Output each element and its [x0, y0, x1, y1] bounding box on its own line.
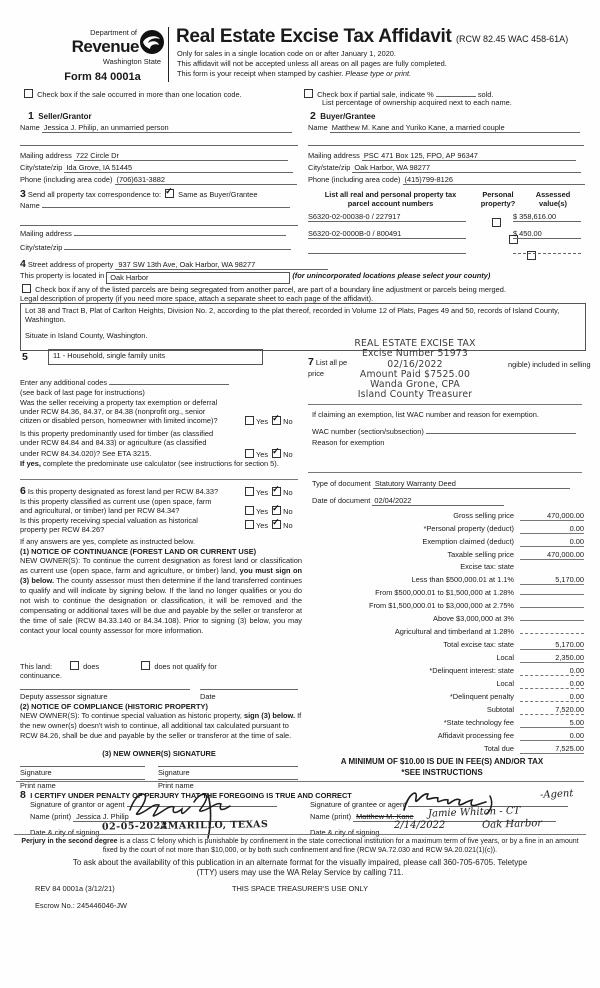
tax-label: Local	[496, 679, 514, 688]
notice2-body: NEW OWNER(S): To continue special valuation as historic property, sign (3) below. If the new owner(s) doesn't wish to continue, all additional tax calculated pursuant to RCW 84.26, shall be due and payable by the seller or transferor at the time of sale.	[20, 711, 302, 741]
form-subtitle-1: Only for sales in a single location code on or after January 1, 2020.	[177, 49, 396, 58]
seller-mailing-row: Mailing address 722 Circle Dr	[20, 151, 288, 161]
exemption-divider	[308, 404, 582, 405]
exemption-reason-label: Reason for exemption	[312, 438, 385, 447]
tax-value-field[interactable]	[520, 633, 584, 634]
s6-q2-no-checkbox[interactable]	[272, 506, 281, 515]
escrow-number: Escrow No.: 245446046-JW	[35, 901, 128, 910]
tax-label: Above $3,000,000 at 3%	[433, 614, 514, 623]
seller-name-row: Name Jessica J. Philip, an unmarried person	[20, 123, 292, 133]
this-land-row	[20, 661, 217, 671]
s6-q3-line2: property per RCW 84.26?	[20, 525, 105, 534]
grantee-name-typed: Matthew M. Kane	[356, 812, 414, 821]
tax-label: *State technology fee	[443, 718, 514, 727]
correspondence-name-row: Name	[20, 201, 290, 210]
s6-q2-yes-checkbox[interactable]	[245, 506, 254, 515]
washington-state-label: Washington State	[102, 57, 161, 67]
grantor-city-handwriting: AMARILLO, TEXAS	[159, 819, 269, 832]
tax-label: Subtotal	[486, 705, 514, 714]
s6-q2-line1: Is this property classified as current use (open space, farm	[20, 497, 212, 506]
tax-label: Local	[496, 653, 514, 662]
assessed-value-col-header: Assessed value(s)	[535, 190, 571, 209]
tax-value-field[interactable]: 0.00	[520, 524, 584, 534]
print-name-label: Print name	[20, 781, 56, 790]
seller-mailing-field[interactable]: 722 Circle Dr	[74, 151, 288, 161]
same-as-buyer-label: Same as Buyer/Grantee	[178, 190, 258, 199]
stamp-treasurer-name: Wanda Grone, CPA	[370, 379, 460, 391]
minimum-due-notice: A MINIMUM OF $10.00 IS DUE IN FEE(S) AND/OR TAX	[340, 757, 544, 766]
form-subtitle-2: This affidavit will not be accepted unless all areas on all pages are fully completed.	[177, 59, 447, 68]
doc-type-field[interactable]: Statutory Warranty Deed	[373, 479, 570, 489]
buyer-phone-field[interactable]: (415)799-8126	[403, 175, 585, 185]
tax-value-field[interactable]	[520, 620, 584, 621]
wac-number-row	[312, 427, 576, 436]
s6-q1-yes-checkbox[interactable]	[245, 487, 254, 496]
stamp-date: 02/16/2022	[387, 358, 443, 370]
signature-label: Signature	[20, 768, 52, 777]
tax-label: Total excise tax: state	[443, 640, 514, 649]
legal-description-label: Legal description of property (if you need more space, attach a separate sheet to each page of the affidavit).	[20, 294, 374, 303]
buyer-phone-row: Phone (including area code) (415)799-8126	[308, 175, 585, 185]
correspondence-mailing-field[interactable]	[74, 235, 286, 236]
multi-location-checkbox[interactable]	[24, 89, 33, 98]
doc-type-label: Type of document	[312, 479, 371, 488]
deputy-date-label: Date	[200, 692, 216, 701]
section3-header	[20, 188, 257, 201]
form-title-block	[176, 26, 596, 48]
stamp-excise-number: Excise Number 51973	[361, 348, 469, 360]
s6-q1-no-checkbox[interactable]	[272, 487, 281, 496]
correspondence-name-extra-field[interactable]	[20, 216, 298, 226]
additional-codes-field[interactable]	[109, 384, 229, 385]
doc-date-field[interactable]: 02/04/2022	[372, 496, 504, 506]
s6-note: If any answers are yes, complete as instructed below.	[20, 537, 195, 546]
tax-label: Agricultural and timberland at 1.28%	[394, 627, 514, 636]
tax-label: Total due	[484, 744, 514, 753]
continuance-label: continuance.	[20, 671, 62, 680]
tax-value-field[interactable]	[520, 607, 584, 608]
grantee-date-label: Date & city of signing	[310, 828, 380, 837]
parcel-row	[308, 212, 466, 222]
dor-swirl-icon	[139, 29, 165, 55]
section7-number: 7	[308, 356, 314, 368]
does-not-qualify-checkbox[interactable]	[141, 661, 150, 670]
s5-q2-line2: under RCW 84.84 and 84.33) or agriculture (as classified	[20, 438, 207, 447]
new-owner-signature-field[interactable]	[158, 765, 298, 767]
grantee-city-handwriting: Oak Harbor	[481, 817, 543, 832]
partial-sale-sold-label: sold.	[477, 90, 494, 99]
located-in-note: (for unincorporated locations please select your county)	[292, 271, 491, 280]
this-land-label: This land:	[20, 662, 53, 671]
s7-text-fragment: List all pe	[315, 358, 348, 367]
stamp-treasurer-title: Island County Treasurer	[357, 389, 473, 401]
multi-location-check-row	[22, 89, 242, 99]
grantor-name-field[interactable]: Jessica J. Philip	[73, 812, 246, 822]
new-owner-printname-field[interactable]	[158, 778, 298, 780]
section3-number: 3	[20, 188, 26, 200]
notice2-title: (2) NOTICE OF COMPLIANCE (HISTORIC PROPERTY)	[20, 702, 208, 711]
s5-q1-no-checkbox[interactable]	[272, 416, 281, 425]
dept-of-label: Department of	[90, 28, 137, 37]
s6-q3-yesno: Yes ✓ No	[243, 520, 293, 530]
certify-statement: I CERTIFY UNDER PENALTY OF PERJURY THAT THE FOREGOING IS TRUE AND CORRECT	[30, 791, 352, 800]
notice1-title: (1) NOTICE OF CONTINUANCE (FOREST LAND OR CURRENT USE)	[20, 547, 257, 556]
form-revision: REV 84 0001a (3/12/21)	[35, 884, 115, 893]
parcel-number-field[interactable]	[308, 245, 466, 254]
section2-number: 2	[310, 110, 316, 122]
accessibility-notice-1: To ask about the availability of this publication in an alternate format for the visually impaired, please call 360-705-6705. Teletype	[72, 858, 528, 867]
tax-value-field[interactable]: 0.00	[520, 692, 584, 702]
buyer-name-extra-field[interactable]	[308, 136, 584, 146]
notice1-body: NEW OWNER(S): To continue the current designation as forest land or classification as current use (open space, farm and agriculture, or timber) land, you must sign on (3) below. The county assessor must then determine if the land transferred continues to qualify and will indicate by signing below. If the land no longer qualifies or you do not wish to continue the designation or classification, it will be removed and the compensating or additional taxes will be due and payable by the seller or transferor at the time of sale (RCW 84.33.140 or 84.34.108). Prior to signing (3) below, you may contact your local county assessor for more information.	[20, 556, 302, 636]
form-number: Form 84 0001a	[64, 70, 141, 83]
s6-q3-yes-checkbox[interactable]	[245, 520, 254, 529]
section3-label: Send all property tax correspondence to:	[27, 190, 162, 199]
header-divider	[168, 27, 169, 82]
tax-value-field[interactable]: 5,170.00	[520, 575, 584, 585]
tax-value-field[interactable]	[520, 594, 584, 595]
section7-row	[308, 356, 347, 369]
multi-location-label: Check box if the sale occurred in more than one location code.	[37, 90, 242, 99]
section1-number: 1	[28, 110, 34, 122]
seller-phone-field[interactable]: (706)631-3882	[115, 175, 297, 185]
partial-sale-checkbox[interactable]	[304, 89, 313, 98]
s5-q1-line3: citizen or disabled person, homeowner with limited income)?	[20, 416, 218, 425]
parcel-number-field[interactable]: S6320-02-00038-0 / 227917	[308, 212, 466, 222]
s5-q2-no-checkbox[interactable]	[272, 449, 281, 458]
parcel-col-header: List all real and personal property tax parcel account numbers	[324, 190, 457, 209]
correspondence-city-row: City/state/zip	[20, 243, 291, 252]
parcel-number-field[interactable]: S6320-02-0000B-0 / 800491	[308, 229, 466, 239]
partial-sale-label: Check box if partial sale, indicate %	[317, 90, 434, 99]
tax-label: Exemption claimed (deduct)	[422, 537, 514, 546]
legal-description-p2: Situate in Island County, Washington.	[25, 330, 148, 340]
tax-value-field[interactable]: 470,000.00	[520, 550, 584, 560]
section5-number: 5	[22, 351, 28, 363]
parcel-value-field[interactable]: $ 450.00	[513, 229, 581, 239]
doc-date-row	[312, 496, 504, 506]
s5-q2-line3: under RCW 84.34.020)? See ETA 3215.	[20, 449, 152, 458]
tax-label: Affidavit processing fee	[437, 731, 514, 740]
footer-divider	[14, 834, 586, 835]
wac-number-field[interactable]	[426, 433, 576, 434]
located-in-label: This property is located in	[20, 271, 105, 280]
correspondence-name-field[interactable]	[42, 207, 290, 208]
new-owner-printname-field[interactable]	[20, 778, 145, 780]
s5-q1-line1: Was the seller receiving a property tax exemption or deferral	[20, 398, 218, 407]
section2-header	[310, 106, 375, 124]
tax-value-field[interactable]: 7,525.00	[520, 744, 584, 754]
seller-city-row: City/state/zip Ida Grove, IA 51445	[20, 163, 293, 173]
deputy-assessor-label: Deputy assessor signature	[20, 692, 108, 701]
segregated-label: Check box if any of the listed parcels are being segregated from another parcel, are part of a boundary line adjustment or parcels being merged.	[35, 285, 506, 294]
correspondence-mailing-row: Mailing address	[20, 229, 286, 238]
s7-text-fragment: price	[308, 369, 325, 378]
deputy-date-field[interactable]	[200, 688, 298, 690]
s5-q2-line1: Is this property predominantly used for timber (as classified	[20, 429, 214, 438]
does-qualify-checkbox[interactable]	[70, 661, 79, 670]
s6-q1-label: Is this property designated as forest land per RCW 84.33?	[27, 487, 219, 496]
form-subtitle-3: This form is your receipt when stamped by cashier. Please type or print.	[177, 69, 412, 78]
buyer-city-row: City/state/zip Oak Harbor, WA 98277	[308, 163, 581, 173]
personal-property-col-header: Personal property?	[480, 190, 516, 209]
section4-number: 4	[20, 258, 26, 270]
stamp-title: REAL ESTATE EXCISE TAX	[350, 338, 479, 349]
tax-value-field[interactable]: 5.00	[520, 718, 584, 728]
does-not-label: does not qualify for	[154, 662, 217, 671]
tax-value-field[interactable]: 0.00	[520, 731, 584, 741]
tax-label: From $500,000.01 to $1,500,000 at 1.28%	[375, 588, 514, 597]
section6-number: 6	[20, 485, 26, 497]
buyer-mailing-field[interactable]: PSC 471 Box 125, FPO, AP 96347	[362, 151, 576, 161]
grantee-signature-label: Signature of grantee or agent	[310, 800, 407, 809]
s5-q2-yes-checkbox[interactable]	[245, 449, 254, 458]
s5-q1-line2: under RCW 84.36, 84.37, or 84.38 (nonprofit org., senior	[20, 407, 206, 416]
s7-text-fragment: ngible) included in selling	[508, 360, 591, 369]
seller-phone-row: Phone (including area code) (706)631-3882	[20, 175, 297, 185]
tax-label: *Personal property (deduct)	[423, 524, 514, 533]
section4-street-row	[20, 258, 328, 271]
grantee-name-handwriting: Jamie Whiton - CT	[427, 805, 521, 820]
grantee-date-handwriting: 2/14/2022	[394, 820, 446, 831]
buyer-city-field[interactable]: Oak Harbor, WA 98277	[352, 163, 581, 173]
deputy-assessor-signature-field[interactable]	[20, 688, 190, 690]
section4-located-row	[20, 271, 490, 284]
buyer-name-field[interactable]: Matthew M. Kane and Yuriko Kane, a married couple	[330, 123, 580, 133]
tax-value-field[interactable]: 5,170.00	[520, 640, 584, 650]
legal-description-p1: Lot 38 and Tract B, Plat of Carlton Heights, Division No. 2, according to the plat thereof, recorded in Volume 12 of Plats, Pages 49 and 50, records of Island County, Washington.	[25, 306, 560, 325]
s5-q1-yes-checkbox[interactable]	[245, 416, 254, 425]
ownership-percentage-note: List percentage of ownership acquired next to each name.	[322, 98, 512, 107]
tax-value-field[interactable]: 7,520.00	[520, 705, 584, 715]
correspondence-city-field[interactable]	[64, 249, 291, 250]
seller-name-extra-field[interactable]	[20, 136, 298, 146]
treasurer-stamp	[325, 339, 505, 401]
parcel-value-field[interactable]	[513, 245, 581, 254]
section2-title: Buyer/Grantee	[320, 112, 376, 121]
grantor-date-handwriting: 02-05-2022	[101, 820, 168, 833]
exemption-instructions: If claiming an exemption, list WAC number and reason for exemption.	[312, 410, 539, 419]
tax-label: From $1,500,000.01 to $3,000,000 at 2.75%	[368, 601, 514, 610]
s5-predominate-note: If yes, complete the predominate use calculator (see instructions for section 5).	[20, 459, 279, 468]
s5-q2-yesno: Yes ✓ No	[243, 449, 293, 459]
tax-label: *Delinquent interest: state	[429, 666, 514, 675]
land-use-code-field[interactable]: 11 - Household, single family units	[48, 349, 263, 365]
seller-city-field[interactable]: Ida Grove, IA 51445	[64, 163, 293, 173]
located-in-select[interactable]: Oak Harbor	[106, 272, 290, 284]
additional-codes-label: Enter any additional codes	[20, 378, 108, 387]
doc-divider	[308, 472, 582, 473]
doc-type-row	[312, 479, 570, 489]
revenue-wordmark: Revenue	[71, 37, 139, 57]
seller-name-field[interactable]: Jessica J. Philip, an unmarried person	[42, 123, 292, 133]
tax-value-field[interactable]: 2,350.00	[520, 653, 584, 663]
street-address-field[interactable]: 937 SW 13th Ave, Oak Harbor, WA 98277	[115, 260, 328, 270]
stamp-amount-paid: Amount Paid $7525.00	[359, 368, 471, 380]
tax-value-field[interactable]: 0.00	[520, 666, 584, 676]
see-instructions-notice: *SEE INSTRUCTIONS	[401, 768, 483, 777]
parcel-value	[513, 212, 581, 222]
additional-codes-row	[20, 378, 229, 387]
print-name-label: Print name	[158, 781, 194, 790]
buyer-mailing-row: Mailing address PSC 471 Box 125, FPO, AP 96347	[308, 151, 576, 161]
signature-label: Signature	[158, 768, 190, 777]
s5-divider	[20, 479, 298, 480]
grantee-agent-handwriting: -Agent	[539, 788, 574, 801]
does-label: does	[83, 662, 100, 671]
grantor-date-label: Date & city of signing	[30, 828, 100, 837]
segregated-check-row	[20, 284, 585, 294]
partial-sale-percent-field[interactable]	[436, 96, 476, 97]
s8-top-divider	[16, 781, 584, 782]
tax-label: Excise tax: state	[460, 562, 514, 571]
new-owner-signature-field[interactable]	[20, 765, 145, 767]
section1-header	[28, 106, 92, 124]
s6-q1-yesno: Yes ✓ No	[243, 487, 293, 497]
tax-value-field[interactable]: 470,000.00	[520, 511, 584, 521]
section8-number: 8	[20, 789, 26, 801]
tax-label: Taxable selling price	[447, 550, 514, 559]
parcel-row	[308, 229, 466, 239]
parcel-value	[513, 229, 581, 239]
parcel-personal-checkbox[interactable]	[492, 218, 501, 227]
tax-value-field[interactable]: 0.00	[520, 537, 584, 547]
dor-logo	[40, 28, 165, 83]
accessibility-notice-2: (TTY) users may use the WA Relay Service by calling 711.	[196, 868, 404, 877]
grantee-name-label: Name (print)	[310, 812, 352, 821]
s5-q1-yesno: Yes ✓ No	[243, 416, 293, 426]
tax-value-field[interactable]: 0.00	[520, 679, 584, 689]
perjury-notice: Perjury in the second degree is a class C felony which is punishable by confinement in the state correctional institution for a maximum term of five years, or by a fine in an amount fixed by the court of not more than $10,000, or by both such confinement and fine (RCW 9A.72.030 and RCW 9A.20.021(1)(c)).	[21, 838, 579, 855]
new-owner-signature-title: (3) NEW OWNER(S) SIGNATURE	[102, 749, 216, 758]
tax-label: Gross selling price	[453, 511, 514, 520]
street-address-label: Street address of property	[27, 260, 114, 269]
segregated-checkbox[interactable]	[22, 284, 31, 293]
additional-codes-note: (see back of last page for instructions)	[20, 388, 145, 397]
buyer-name-row: Name Matthew M. Kane and Yuriko Kane, a married couple	[308, 123, 580, 133]
form-title: Real Estate Excise Tax Affidavit	[176, 26, 452, 47]
grantor-name-label: Name (print)	[30, 812, 72, 821]
wac-number-label: WAC number (section/subsection)	[312, 427, 424, 436]
form-title-ref: (RCW 82.45 WAC 458-61A)	[455, 34, 569, 44]
s6-q3-no-checkbox[interactable]	[272, 520, 281, 529]
s6-q2-line2: and agricultural, or timber) land per RCW 84.34?	[20, 506, 180, 515]
tax-label: Less than $500,000.01 at 1.1%	[411, 575, 514, 584]
grantor-signature-label: Signature of grantor or agent	[30, 800, 125, 809]
tax-label: *Delinquent penalty	[449, 692, 514, 701]
doc-date-label: Date of document	[312, 496, 371, 505]
s6-q3-line1: Is this property receiving special valuation as historical	[20, 516, 198, 525]
same-as-buyer-checkbox[interactable]	[165, 189, 174, 198]
s6-q2-yesno: Yes ✓ No	[243, 506, 293, 516]
treasurer-use-only: THIS SPACE TREASURER'S USE ONLY	[231, 884, 369, 893]
section1-title: Seller/Grantor	[38, 112, 92, 121]
parcel-value-field[interactable]: $ 358,616.00	[513, 212, 581, 222]
